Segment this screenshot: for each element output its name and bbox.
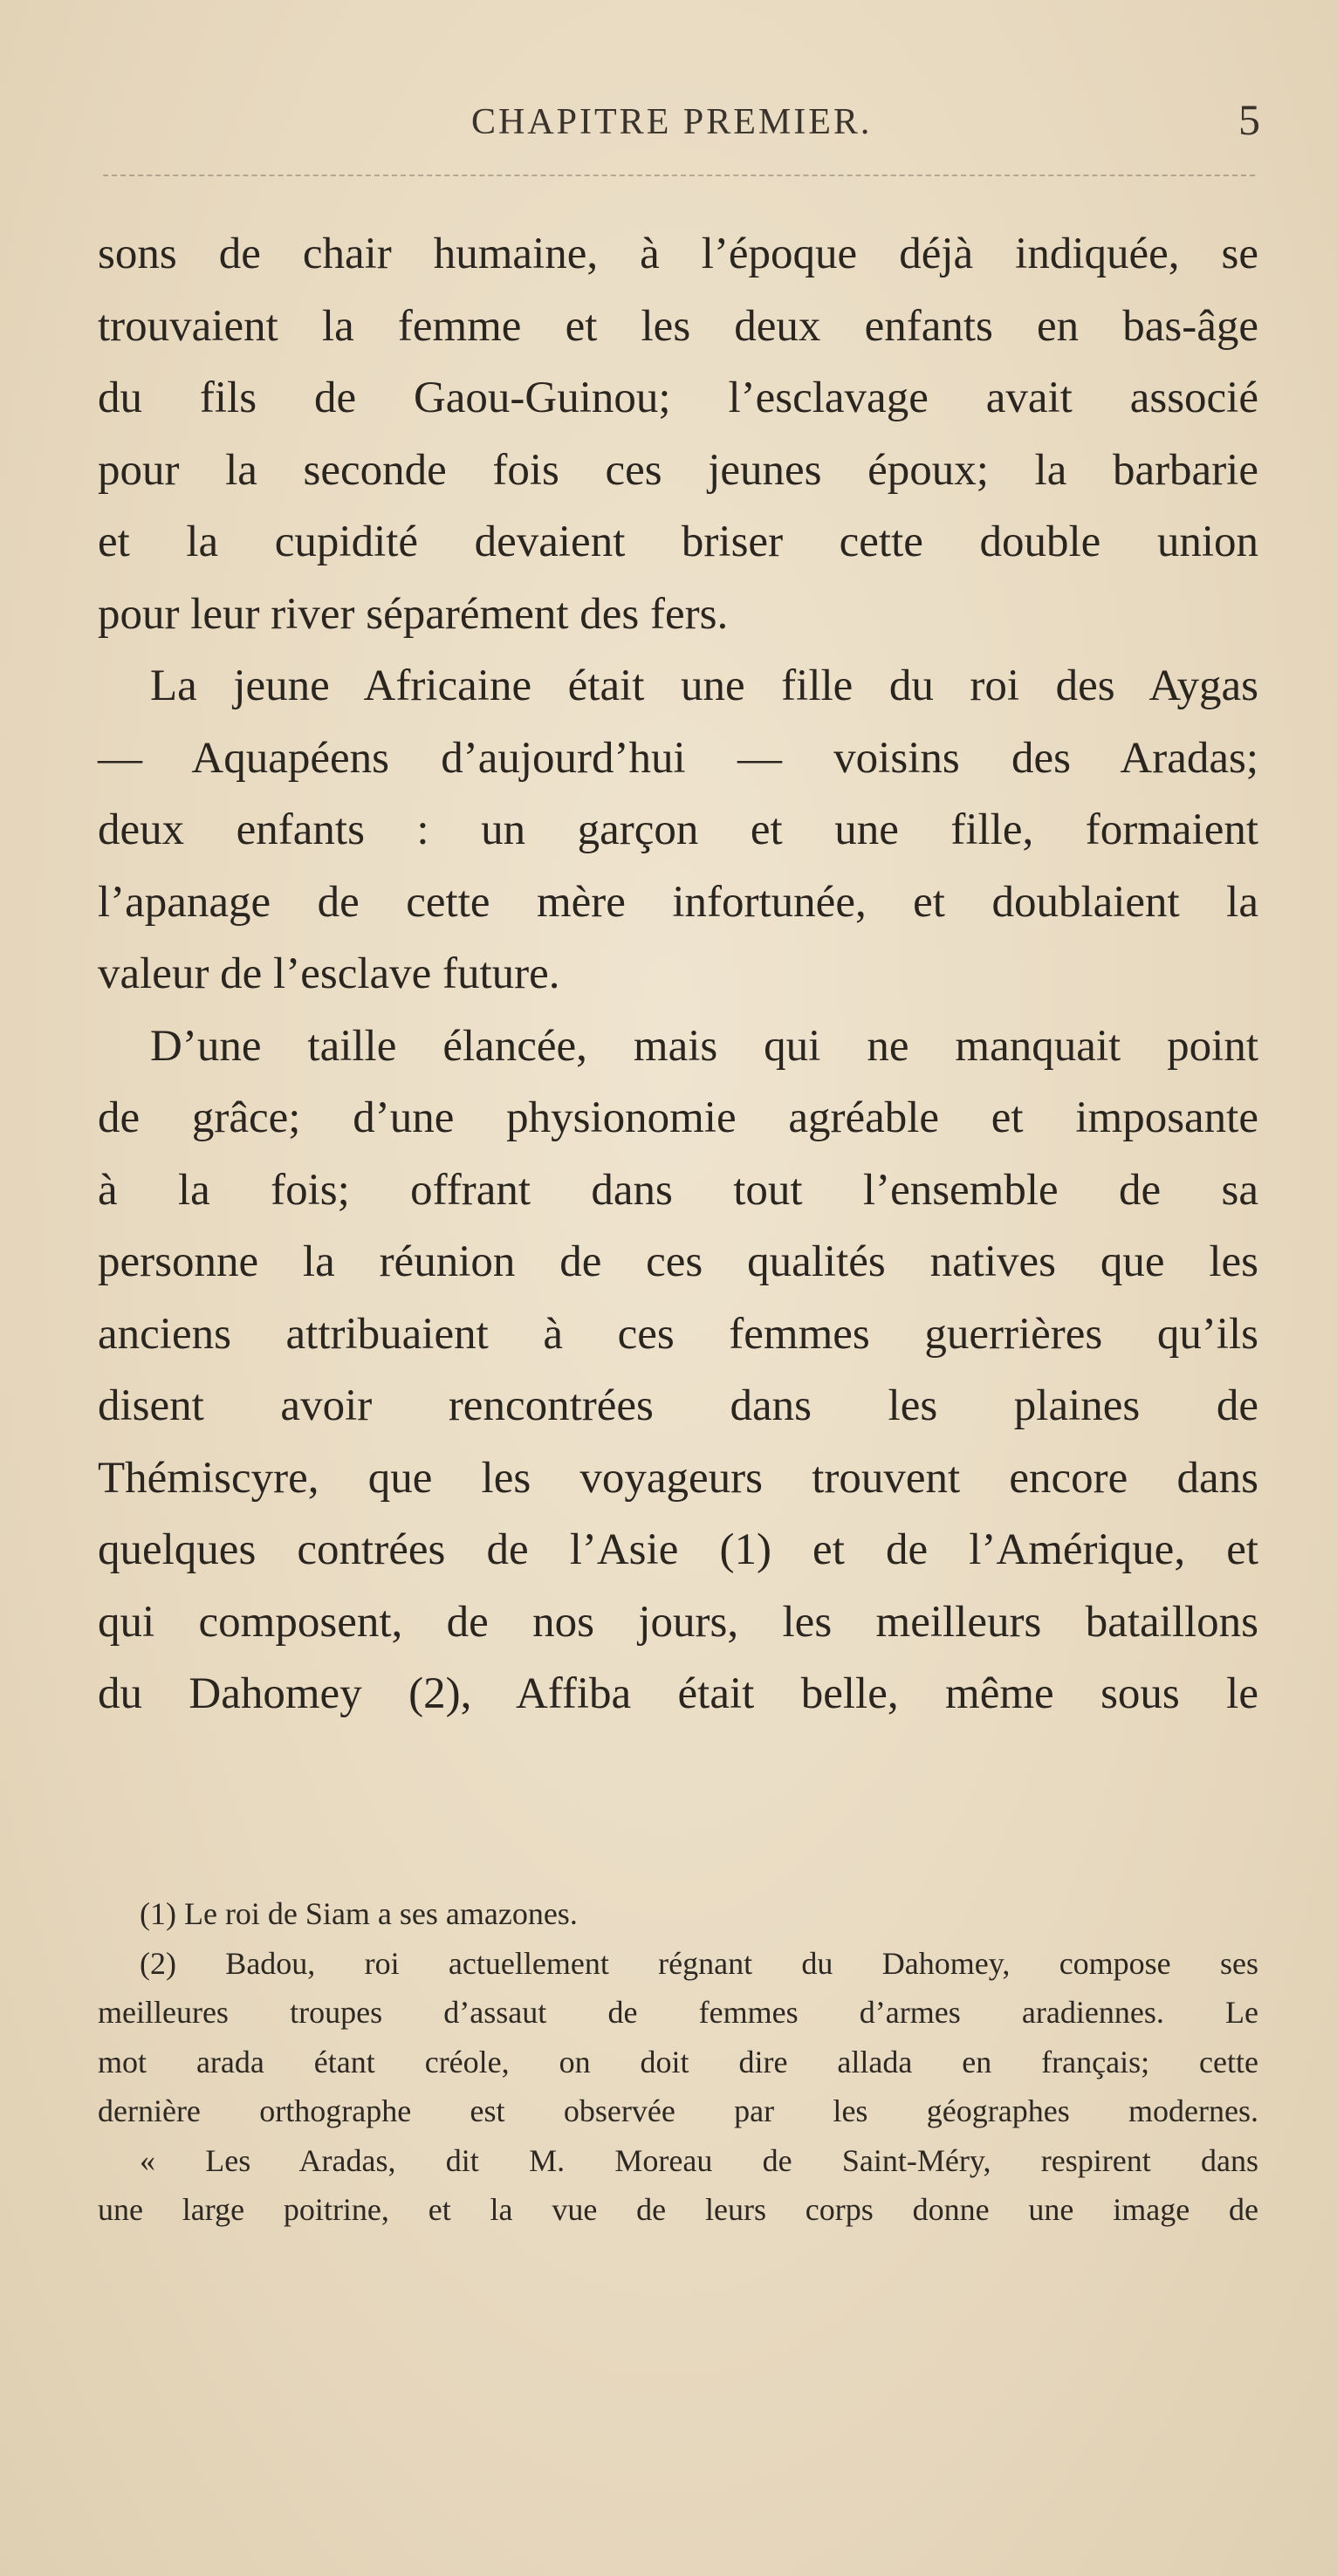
text-line: — Aquapéens d’aujourd’hui — voisins des Aradas; [98, 733, 1258, 783]
text-line: personne la réunion de ces qualités natives que les [98, 1237, 1258, 1286]
text-line: et la cupidité devaient briser cette double union [98, 517, 1258, 566]
text-line: du fils de Gaou-Guinou; l’esclavage avait associé [98, 373, 1258, 422]
text-line: deux enfants : un garçon et une fille, formaient [98, 805, 1258, 854]
text-line: Thémiscyre, que les voyageurs trouvent encore dans [98, 1453, 1258, 1503]
text-line: disent avoir rencontrées dans les plaines de [98, 1381, 1258, 1430]
text-line: pour la seconde fois ces jeunes époux; la barbarie [98, 445, 1258, 495]
footnote-line: (2) Badou, roi actuellement régnant du Dahomey, compose ses [140, 1945, 1258, 1981]
text-line: à la fois; offrant dans tout l’ensemble de sa [98, 1165, 1258, 1215]
text-line: La jeune Africaine était une fille du roi des Aygas [150, 661, 1258, 710]
text-line: trouvaient la femme et les deux enfants en bas-âge [98, 301, 1258, 351]
text-line: anciens attribuaient à ces femmes guerrières qu’ils [98, 1309, 1258, 1359]
footnote-line: « Les Aradas, dit M. Moreau de Saint-Méry, respirent dans [140, 2142, 1258, 2178]
text-line: qui composent, de nos jours, les meilleurs bataillons [98, 1597, 1258, 1647]
header-rule [103, 175, 1255, 176]
page-number: 5 [1238, 95, 1260, 144]
text-line: du Dahomey (2), Affiba était belle, même sous le [98, 1669, 1258, 1718]
footnote-line: mot arada étant créole, on doit dire allada en français; cette [98, 2044, 1258, 2079]
footnote-line: meilleures troupes d’assaut de femmes d’armes aradiennes. Le [98, 1995, 1258, 2030]
chapter-title: CHAPITRE PREMIER. [471, 102, 873, 142]
text-line: valeur de l’esclave future. [98, 949, 560, 998]
footnote-line: une large poitrine, et la vue de leurs corps donne une image de [98, 2192, 1258, 2227]
footnote-line: dernière orthographe est observée par les géographes modernes. [98, 2093, 1258, 2128]
text-line: D’une taille élancée, mais qui ne manquait point [150, 1021, 1258, 1071]
footnotes [98, 1889, 1258, 2235]
text-line: sons de chair humaine, à l’époque déjà indiquée, se [98, 230, 1258, 278]
text-line: de grâce; d’une physionomie agréable et imposante [98, 1093, 1258, 1142]
running-head [96, 94, 1265, 164]
text-line: pour leur river séparément des fers. [98, 589, 729, 639]
text-line: quelques contrées de l’Asie (1) et de l’Amérique, et [98, 1525, 1258, 1574]
footnote-line: (1) Le roi de Siam a ses amazones. [140, 1896, 578, 1931]
text-line: l’apanage de cette mère infortunée, et doublaient la [98, 877, 1258, 927]
body-text [98, 218, 1258, 1730]
